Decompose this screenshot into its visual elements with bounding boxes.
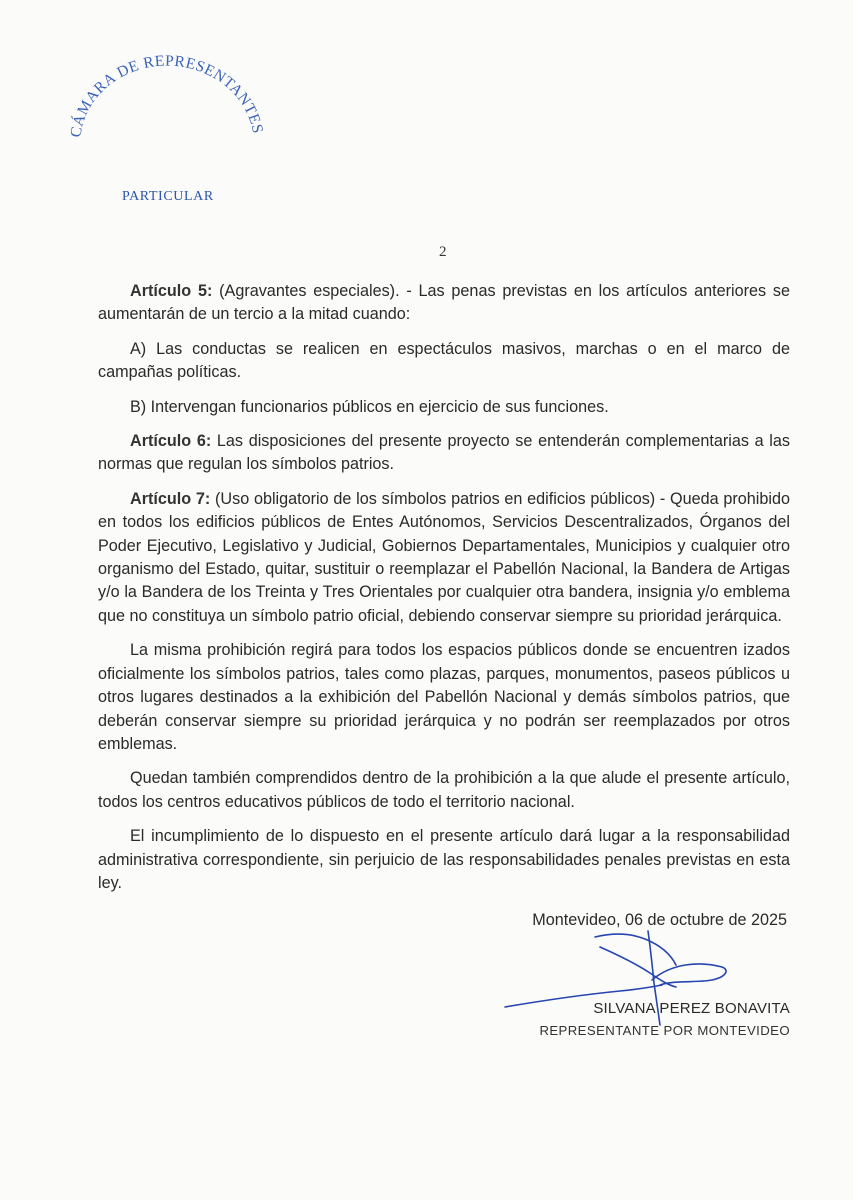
article-text: (Agravantes especiales). - Las penas previstas en los artículos anteriores se aumentarán de un tercio a la mitad cuando: xyxy=(98,282,790,324)
article-5 xyxy=(98,280,790,327)
article-label: Artículo 5: xyxy=(130,282,213,300)
article-7 xyxy=(98,488,790,628)
list-item-b xyxy=(98,396,790,419)
list-item-text: A) Las conductas se realicen en espectáculos masivos, marchas o en el marco de campañas políticas. xyxy=(98,339,790,382)
page-number: 2 xyxy=(439,244,447,260)
article-label: Artículo 7: xyxy=(130,489,211,508)
signature xyxy=(500,925,740,1035)
list-item-text: B) Intervengan funcionarios públicos en ejercicio de sus funciones. xyxy=(130,397,609,416)
chamber-seal xyxy=(62,48,277,168)
paragraph-text: La misma prohibición regirá para todos los espacios públicos donde se encuentren izados oficialmente los símbolos patrios, tales como plazas, parques, monumentos, paseos públicos u otros lugares destinados a la exhibición del Pabellón Nacional y demás símbolos patrios, que deberán conservar siempre su prioridad jerárquica y no podrán ser reemplazados por otros emblemas. xyxy=(98,641,790,753)
article-text: Las disposiciones del presente proyecto se entenderán complementarias a las normas que regulan los símbolos patrios. xyxy=(98,432,790,474)
paragraph xyxy=(98,825,790,895)
seal-text: CÁMARA DE REPRESENTANTES xyxy=(67,52,267,139)
paragraph xyxy=(98,639,790,756)
place-date: Montevideo, 06 de octubre de 2025 xyxy=(532,911,787,929)
paragraph-text: Quedan también comprendidos dentro de la prohibición a la que alude el presente artículo, todos los centros educativos públicos de todo el territorio nacional. xyxy=(98,769,790,811)
signer-title: REPRESENTANTE POR MONTEVIDEO xyxy=(539,1023,790,1038)
paragraph-text: El incumplimiento de lo dispuesto en el presente artículo dará lugar a la responsabilidad administrativa correspondiente, sin perjuicio de las responsabilidades penales previstas en esta ley. xyxy=(98,827,790,892)
article-text: (Uso obligatorio de los símbolos patrios en edificios públicos) - Queda prohibido en todos los edificios públicos de Entes Autónomos, Servicios Descentralizados, Órganos del Poder Ejecutivo, Legislativo y Judicial, Gobiernos Departamentales, Municipios y cualquier otro organismo del Estado, quitar, sustituir o reemplazar el Pabellón Nacional, la Bandera de Artigas y/o la Bandera de los Treinta y Tres Orientales por cualquier otra bandera, insignia y/o emblema que no constituya un símbolo patrio oficial, debiendo conservar siempre su prioridad jerárquica. xyxy=(98,489,790,625)
paragraph xyxy=(98,767,790,814)
article-6 xyxy=(98,430,790,477)
document-body xyxy=(98,280,790,906)
signer-name: SILVANA PEREZ BONAVITA xyxy=(593,1000,790,1017)
article-label: Artículo 6: xyxy=(130,432,212,451)
classification-label: PARTICULAR xyxy=(122,189,214,204)
list-item-a xyxy=(98,338,790,385)
